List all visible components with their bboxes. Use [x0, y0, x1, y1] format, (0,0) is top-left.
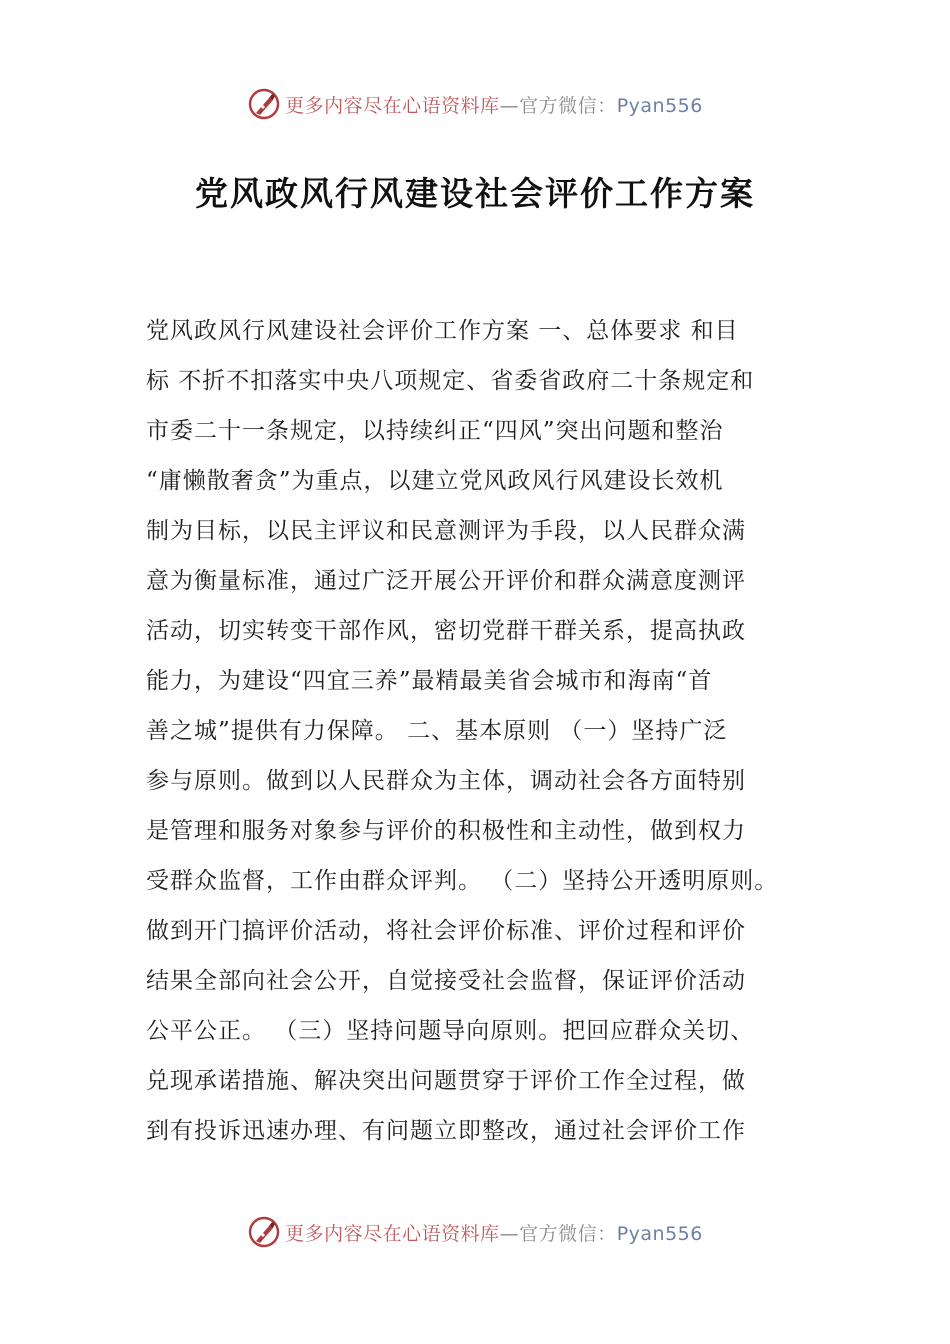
- pen-nib-logo-icon: [247, 1215, 281, 1249]
- watermark-site-text: 更多内容尽在心语资料库: [285, 94, 500, 117]
- body-line: 结果全部向社会公开，自觉接受社会监督，保证评价活动: [146, 968, 746, 994]
- body-line: 能力，为建设“四宜三养”最精最美省会城市和海南“首: [146, 668, 713, 694]
- watermark-dash: —: [499, 1222, 520, 1245]
- body-line: 意为衡量标准，通过广泛开展公开评价和群众满意度测评: [146, 568, 746, 594]
- pen-nib-logo-icon: [247, 87, 281, 121]
- body-line: 党风政风行风建设社会评价工作方案 一、总体要求 和目: [146, 318, 739, 344]
- watermark-dash: —: [499, 94, 520, 117]
- body-line: 参与原则。做到以人民群众为主体，调动社会各方面特别: [146, 768, 746, 794]
- body-line: 做到开门搞评价活动，将社会评价标准、评价过程和评价: [146, 918, 746, 944]
- watermark-text: [285, 91, 703, 118]
- watermark-wechat-id: Pyan556: [616, 94, 703, 117]
- body-line: 活动，切实转变干部作风，密切党群干群关系，提高执政: [146, 618, 746, 644]
- document-body: [146, 306, 806, 1156]
- body-line: 制为目标，以民主评议和民意测评为手段，以人民群众满: [146, 518, 746, 544]
- header-watermark: [0, 84, 950, 124]
- body-line: 是管理和服务对象参与评价的积极性和主动性，做到权力: [146, 818, 746, 844]
- watermark-wechat-id: Pyan556: [616, 1222, 703, 1245]
- body-line: “庸懒散奢贪”为重点，以建立党风政风行风建设长效机: [146, 468, 724, 494]
- body-line: 兑现承诺措施、解决突出问题贯穿于评价工作全过程，做: [146, 1068, 746, 1094]
- watermark-text: [285, 1219, 703, 1246]
- footer-watermark: [0, 1212, 950, 1252]
- body-line: 标 不折不扣落实中央八项规定、省委省政府二十条规定和: [146, 368, 755, 394]
- watermark-wechat-label: 官方微信：: [519, 1222, 617, 1245]
- watermark-site-text: 更多内容尽在心语资料库: [285, 1222, 500, 1245]
- watermark-wechat-label: 官方微信：: [519, 94, 617, 117]
- body-line: 公平公正。 （三）坚持问题导向原则。把回应群众关切、: [146, 1018, 755, 1044]
- body-line: 市委二十一条规定，以持续纠正“四风”突出问题和整治: [146, 418, 724, 444]
- body-line: 善之城”提供有力保障。 二、基本原则 （一）坚持广泛: [146, 718, 728, 744]
- document-title: 党风政风行风建设社会评价工作方案: [195, 174, 755, 213]
- body-line: 受群众监督，工作由群众评判。 （二）坚持公开透明原则。: [146, 868, 779, 894]
- body-line: 到有投诉迅速办理、有问题立即整改，通过社会评价工作: [146, 1118, 746, 1144]
